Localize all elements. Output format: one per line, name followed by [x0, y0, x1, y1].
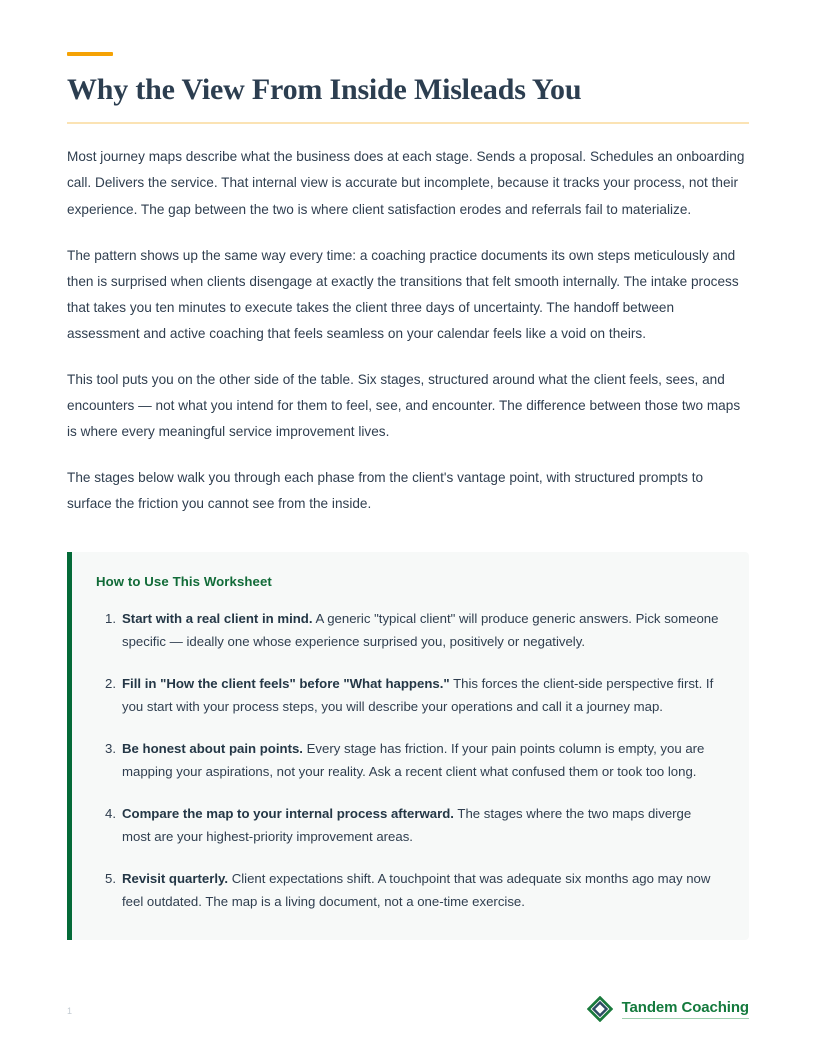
brand-logo — [587, 996, 749, 1022]
list-item — [96, 672, 723, 719]
body-copy — [67, 144, 749, 517]
page-title: Why the View From Inside Misleads You — [67, 73, 582, 106]
list-item — [96, 737, 723, 784]
list-item-lead: Be honest about pain points. — [122, 740, 303, 756]
list-item-lead: Compare the map to your internal process afterward. — [122, 805, 454, 821]
list-item-lead: Revisit quarterly. — [122, 870, 229, 886]
list-item-text: This forces the client-side perspective first. If you start with your process steps, you will describe your operations and call it a journey map. — [122, 675, 714, 715]
title-divider — [67, 122, 749, 124]
list-item-text: A generic "typical client" will produce generic answers. Pick someone specific — ideally one whose experience surprised you, positively or negatively. — [122, 610, 719, 650]
list-item — [96, 867, 723, 914]
page-footer — [67, 996, 749, 1030]
list-item-lead: Start with a real client in mind. — [122, 610, 313, 626]
callout-heading: How to Use This Worksheet — [96, 573, 272, 589]
paragraph: The stages below walk you through each phase from the client's vantage point, with structured prompts to surface the friction you cannot see from the inside. — [67, 470, 704, 512]
paragraph: This tool puts you on the other side of the table. Six stages, structured around what the client feels, sees, and encounters — not what you intend for them to feel, see, and encounter. The difference between those two maps is where every meaningful service improvement lives. — [67, 372, 741, 440]
how-to-use-list — [96, 607, 723, 914]
accent-bar — [67, 52, 113, 56]
list-item-text: Every stage has friction. If your pain points column is empty, you are mapping your aspirations, not your reality. Ask a recent client what confused them or took too long. — [122, 740, 705, 780]
paragraph: The pattern shows up the same way every time: a coaching practice documents its own steps meticulously and then is surprised when clients disengage at exactly the transitions that felt smooth internally. The intake process that takes you ten minutes to execute takes the client three days of uncertainty. The handoff between assessment and active coaching that feels seamless on your calendar feels like a void on theirs. — [67, 247, 739, 341]
list-item-lead: Fill in "How the client feels" before "What happens." — [122, 675, 450, 691]
page-number: 1 — [67, 1006, 73, 1016]
list-item-text: Client expectations shift. A touchpoint that was adequate six months ago may now feel outdated. The map is a living document, not a one-time exercise. — [122, 870, 711, 910]
brand-name: Tandem Coaching — [622, 999, 749, 1018]
paragraph: Most journey maps describe what the business does at each stage. Sends a proposal. Schedules an onboarding call. Delivers the service. That internal view is accurate but incomplete, because it tracks your process, not their experience. The gap between the two is where client satisfaction erodes and referrals fail to materialize. — [67, 149, 745, 217]
list-item-text: The stages where the two maps diverge most are your highest-priority improvement areas. — [122, 805, 692, 845]
page-content — [67, 0, 749, 940]
how-to-use-callout — [67, 552, 749, 940]
list-item — [96, 802, 723, 849]
list-item — [96, 607, 723, 654]
diamond-logo-icon — [587, 996, 613, 1022]
